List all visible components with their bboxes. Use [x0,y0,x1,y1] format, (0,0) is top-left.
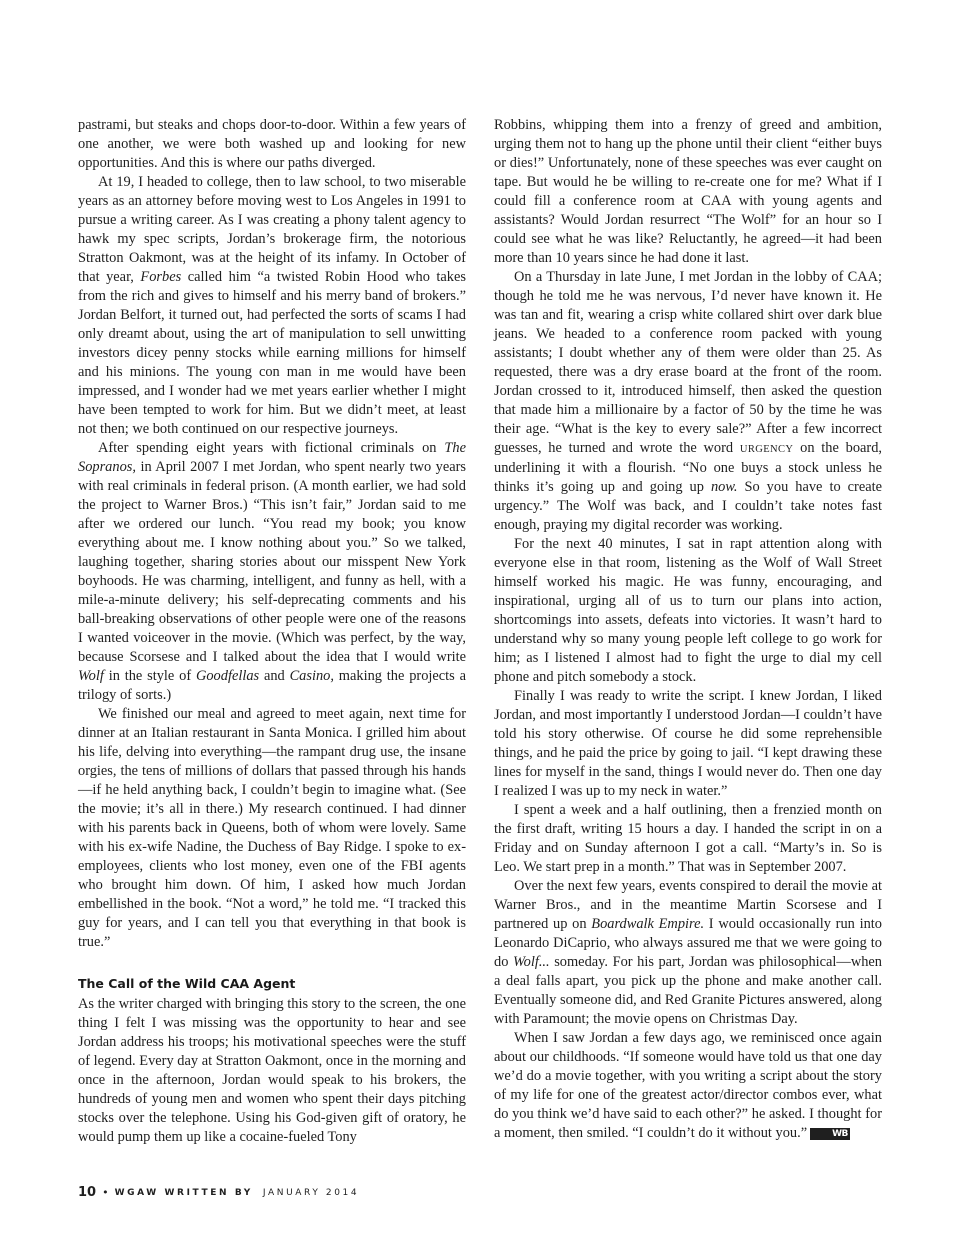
page-footer [78,1185,359,1200]
small-caps-word: URGENCY [739,444,794,455]
paragraph: At 19, I headed to college, then to law school, to two miserable years as an attorney before moving west to Los Angeles in 1991 to pursue a writing career. As I was creating a phony talent agency to hawk my spec scripts, Jordan’s brokerage firm, the notorious Stratton Oakmont, was at the height of its infamy. In October of that year, Forbes called him “a twisted Robin Hood who takes from the rich and gives to himself and his merry band of brokers.” Jordan Belfort, it turned out, had perfected the sorts of scams I had only dreamt about, using the art of manipulation to sell unwitting investors dicey penny stocks while earning millions for himself and his minions. The young con man in me would have been impressed, and I wonder had we met years earlier whether I might have been tempted to work for him. But we didn’t meet, at least not then; we both continued on our respective journeys. [78,174,466,437]
paragraph: I spent a week and a half outlining, then a frenzied month on the first draft, writing 15 hours a day. I handed the script in on a Friday and on Sunday afternoon I got a call. “Marty’s in. So is Leo. We start prep in a month.” That was in September 2007. [494,802,882,875]
paragraph: When I saw Jordan a few days ago, we reminisced once again about our childhoods. “If someone would have told us that one day we’d do a movie together, with you writing a script about the story of my life for one of the greatest actor/director combos ever, what do you think we’d have said to each other?” he asked. I thought for a moment, then smiled. “I couldn’t do it without you.” WB [494,1030,882,1141]
page-number: 10 [78,1185,97,1200]
paragraph: On a Thursday in late June, I met Jordan in the lobby of CAA; though he told me he was nervous, I’d never have known it. He was tan and fit, wearing a crisp white collared shirt over dark blue jeans. We headed to a conference room packed with young assistants; I doubt whether any of them were older than 25. As requested, there was a dry erase board at the front of the room. Jordan crossed to it, introduced himself, then asked the question that made him a millionaire by a factor of 50 by the time he was their age. “What is the key to every sale?” After a few incorrect guesses, he turned and wrote the word URGENCY on the board, underlining it with a flourish. “No one buys a stock unless he thinks it’s going up and going up now. So you have to create urgency.” The Wolf was back, and I couldn’t take notes fast enough, praying my digital recorder was working. [494,269,882,533]
paragraph: For the next 40 minutes, I sat in rapt attention along with everyone else in that room, listening as the Wolf of Wall Street himself worked his magic. He was funny, encouraging, and inspirational, urging all of us to turn our plans into action, shortcomings into assets, defeats into victories. It wasn’t hard to understand why so many young people left college to go work for him; as I listened I almost had to fight the urge to dial my cell phone and pitch somebody a stock. [494,536,882,685]
section-subhead: The Call of the Wild CAA Agent [78,976,296,991]
article-body [78,116,882,1176]
paragraph: As the writer charged with bringing this story to the screen, the one thing I felt I was missing was the opportunity to hear and see Jordan address his troops; his motivational speeches were the stuff of legend. Every day at Stratton Oakmont, once in the morning and once in the afternoon, Jordan would speak to his brokers, the hundreds of young men and women who spent their days pitching stocks over the telephone. Using his God-given gift of oratory, he would pump them up like a cocaine-fueled Tony [78,996,466,1145]
publication-name: WGAW WRITTEN BY [114,1187,253,1198]
paragraph: Robbins, whipping them into a frenzy of greed and ambition, urging them not to hang up the phone until their client “either buys or dies!” Unfortunately, none of these speeches was ever caught on tape. But would he be willing to re-create one for me? What if I could fill a conference room at CAA with young agents and assistants? Would Jordan resurrect “The Wolf” for an hour so I could see what he was like? Reluctantly, he agreed—it had been more than 10 years since he had done it last. [494,117,882,266]
footer-bullet: • [102,1186,109,1199]
right-column [494,116,882,1176]
paragraph: Finally I was ready to write the script. I knew Jordan, I liked Jordan, and most importantly I understood Jordan—I couldn’t have told his story otherwise. Of course he did some reprehensible things, and he paid the price by going to jail. “I kept drawing these lines for myself in the sand, things I would never do. Then one day I realized I was up to my neck in water.” [494,688,882,799]
paragraph: pastrami, but steaks and chops door-to-door. Within a few years of one another, we were both washed up and looking for new opportunities. And this is where our paths diverged. [78,117,466,171]
paragraph: We finished our meal and agreed to meet again, next time for dinner at an Italian restaurant in Santa Monica. I grilled him about his life, delving into everything—the rampant drug use, the insane orgies, the tens of millions of dollars that passed through his hands—if he held anything back, I couldn’t begin to imagine what. (See the movie; it’s all in there.) My research continued. I had dinner with his parents back in Queens, both of whom were lovely. Same with his ex-wife Nadine, the Duchess of Bay Ridge. I spoke to ex-employees, clients who lost money, even one of the FBI agents who brought him down. Of him, I asked how much Jordan embellished in the book. “Not a word,” he told me. “I tracked this guy for years, and I can tell you that everything in that book is true.” [78,706,466,950]
left-column [78,116,466,1176]
paragraph: After spending eight years with fictional criminals on The Sopranos, in April 2007 I met Jordan, who spent nearly two years with real criminals in federal prison. (A month earlier, we had sold the project to Warner Bros.) “This isn’t fair,” Jordan said to me after we ordered our lunch. “You read my book; you know everything about me. I know nothing about you.” So we talked, laughing together, sharing stories about our misspent New York boyhoods. He was charming, intelligent, and funny as hell, with a mile-a-minute delivery; his self-deprecating comments and his ball-breaking observations of other people were one of the reasons I wanted voiceover in the movie. (Which was perfect, by the way, because Scorsese and I talked about the idea that I would write Wolf in the style of Goodfellas and Casino, making the projects a trilogy of sorts.) [78,440,466,703]
end-mark-logo: WB [810,1128,850,1140]
paragraph: Over the next few years, events conspired to derail the movie at Warner Bros., and in the meantime Martin Scorsese and I partnered up on Boardwalk Empire. I would occasionally run into Leonardo DiCaprio, who always assured me that we were going to do Wolf... someday. For his part, Jordan was philosophical—when a deal falls apart, you pick up the phone and make another call. Eventually someone did, and Red Granite Pictures answered, along with Paramount; the movie opens on Christmas Day. [494,878,882,1027]
issue-date: JANUARY 2014 [262,1187,360,1198]
